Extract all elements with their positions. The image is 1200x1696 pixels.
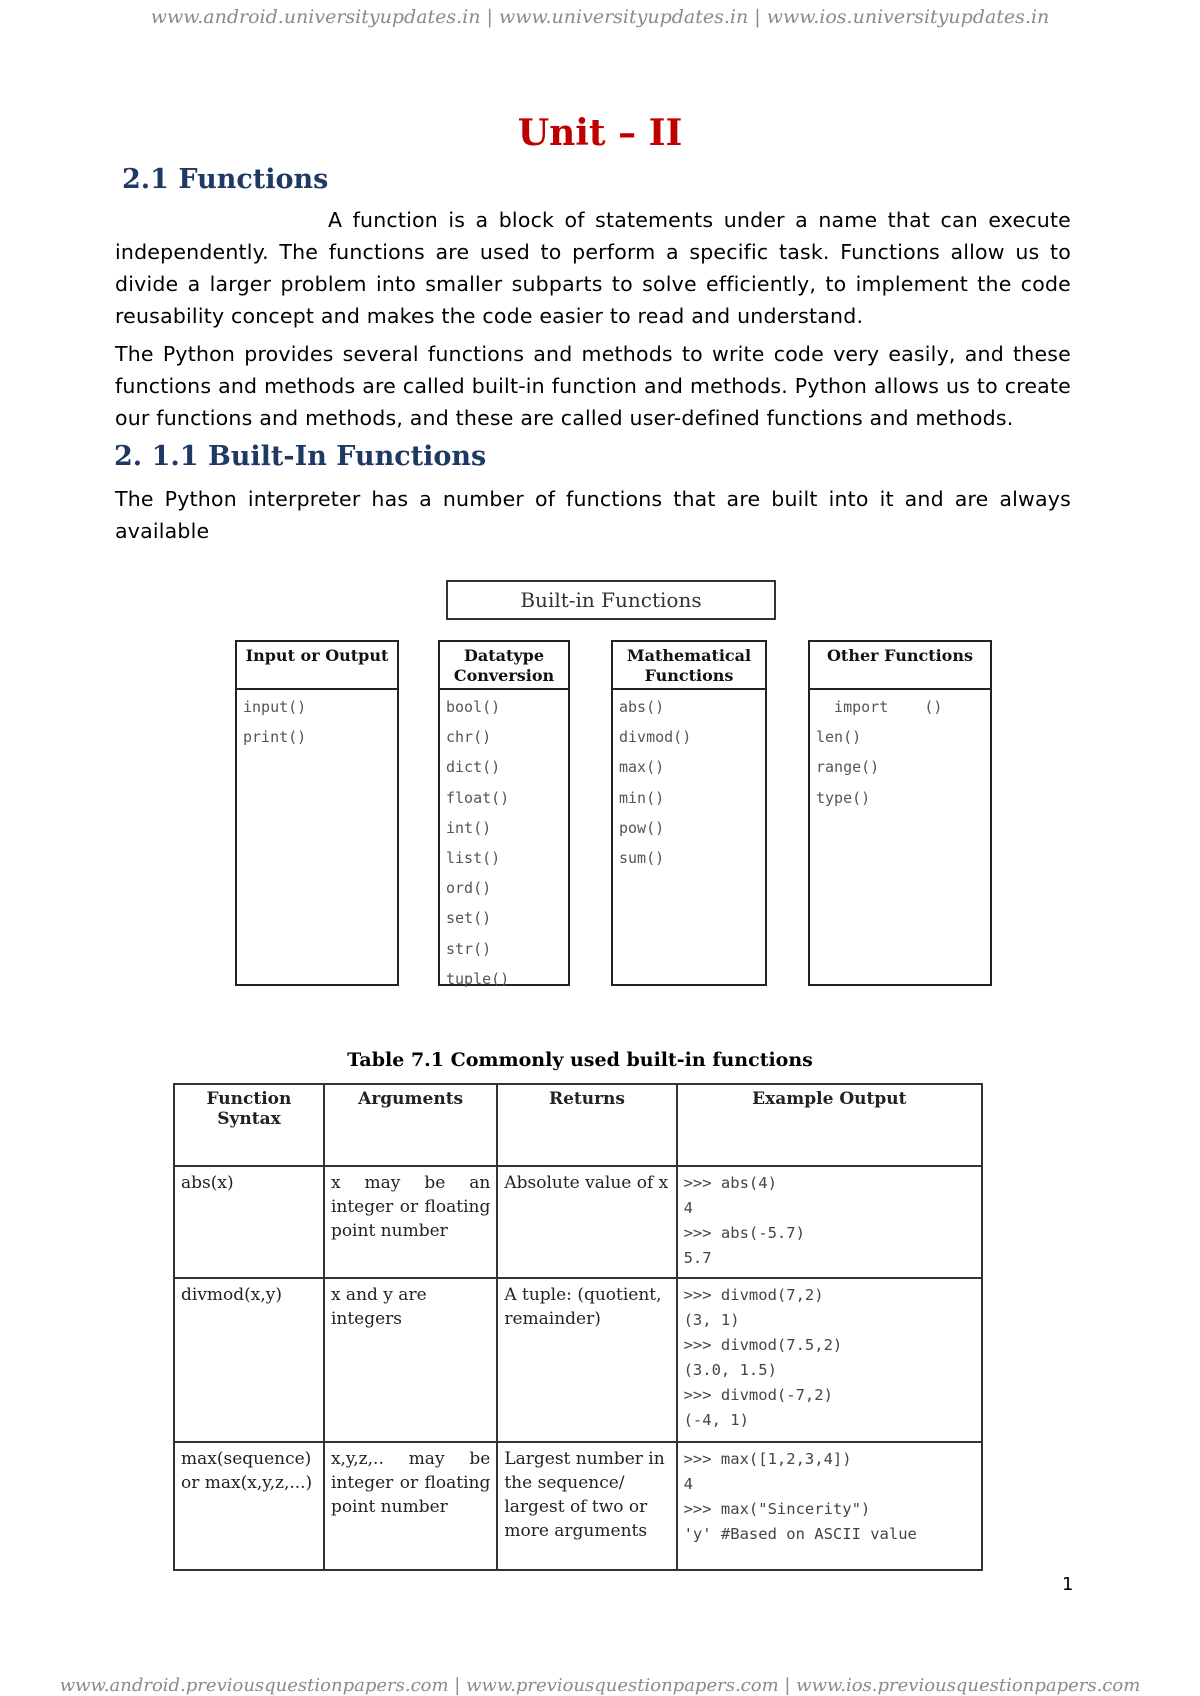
cell-returns: A tuple: (quotient, remainder) xyxy=(497,1278,676,1442)
table-header-row xyxy=(174,1084,982,1166)
column-heading: Datatype Conversion xyxy=(440,642,568,690)
function-item: bool() xyxy=(446,698,501,716)
function-item: int() xyxy=(446,818,492,837)
function-item: ord() xyxy=(446,879,492,898)
cell-syntax: abs(x) xyxy=(174,1166,324,1278)
function-item: sum() xyxy=(619,848,665,867)
header-watermark-links: www.android.universityupdates.in | www.universityupdates.in | www.ios.universityupdates.in xyxy=(150,6,1050,28)
function-item: pow() xyxy=(619,818,665,837)
page-number: 1 xyxy=(1062,1574,1074,1595)
paragraph-builtin-vs-user-defined: The Python provides several functions and methods to write code very easily, and these functions and methods are called built-in function and methods. Python allows us to create our functions and methods, and these are called user-defined functions and methods. xyxy=(115,342,1071,430)
diagram-title-box: Built-in Functions xyxy=(446,580,776,620)
unit-title: Unit – II xyxy=(517,112,683,154)
function-item: dict() xyxy=(446,758,501,777)
builtin-functions-table xyxy=(173,1083,983,1571)
paragraph-interpreter-builtins: The Python interpreter has a number of functions that are built into it and are always available xyxy=(115,487,1071,543)
paragraph-function-definition: A function is a block of statements under a name that can execute independently. The functions are used to perform a specific task. Functions allow us to divide a larger problem into smaller subparts to solve efficiently, to implement the code reusability concept and makes the code easier to read and understand. xyxy=(115,208,1071,328)
cell-example-output: >>> max([1,2,3,4]) 4 >>> max("Sincerity") 'y' #Based on ASCII value xyxy=(677,1442,982,1570)
function-item: len() xyxy=(816,728,862,747)
function-item: str() xyxy=(446,939,492,958)
header-example-output: Example Output xyxy=(677,1084,982,1166)
function-item: print() xyxy=(243,728,307,747)
cell-arguments: x may be an integer or floating point number xyxy=(324,1166,497,1278)
section-heading-builtin-functions: 2. 1.1 Built-In Functions xyxy=(114,441,487,472)
function-item: input() xyxy=(243,698,307,716)
diagram-column-datatype-conversion xyxy=(438,640,570,986)
function-item: abs() xyxy=(619,698,665,716)
table-row xyxy=(174,1442,982,1570)
function-item: divmod() xyxy=(619,728,692,747)
header-arguments: Arguments xyxy=(324,1084,497,1166)
section-heading-functions: 2.1 Functions xyxy=(122,164,329,195)
function-item: float() xyxy=(446,788,510,807)
function-item: type() xyxy=(816,788,871,807)
column-heading: Mathematical Functions xyxy=(613,642,765,690)
function-item: min() xyxy=(619,788,665,807)
cell-returns: Absolute value of x xyxy=(497,1166,676,1278)
cell-example-output: >>> abs(4) 4 >>> abs(-5.7) 5.7 xyxy=(677,1166,982,1278)
footer-watermark-links: www.android.previousquestionpapers.com | www.previousquestionpapers.com | www.ios.previousquestionpapers.com xyxy=(59,1675,1141,1696)
table-caption: Table 7.1 Commonly used built-in functions xyxy=(347,1049,813,1071)
diagram-column-input-output xyxy=(235,640,399,986)
cell-syntax: max(sequence) or max(x,y,z,...) xyxy=(174,1442,324,1570)
function-item: import () xyxy=(816,698,943,716)
cell-arguments: x and y are integers xyxy=(324,1278,497,1442)
table-row xyxy=(174,1166,982,1278)
function-item: list() xyxy=(446,848,501,867)
header-returns: Returns xyxy=(497,1084,676,1166)
cell-returns: Largest number in the sequence/ largest of two or more arguments xyxy=(497,1442,676,1570)
table-row xyxy=(174,1278,982,1442)
header-function-syntax: Function Syntax xyxy=(174,1084,324,1166)
column-heading: Input or Output xyxy=(237,642,397,690)
cell-syntax: divmod(x,y) xyxy=(174,1278,324,1442)
function-item: set() xyxy=(446,909,492,928)
function-item: tuple() xyxy=(446,969,510,988)
diagram-column-other-functions xyxy=(808,640,992,986)
cell-example-output: >>> divmod(7,2) (3, 1) >>> divmod(7.5,2) (3.0, 1.5) >>> divmod(-7,2) (-4, 1) xyxy=(677,1278,982,1442)
diagram-column-mathematical-functions xyxy=(611,640,767,986)
function-item: chr() xyxy=(446,728,492,747)
function-item: range() xyxy=(816,758,880,777)
function-item: max() xyxy=(619,758,665,777)
column-heading: Other Functions xyxy=(810,642,990,690)
cell-arguments: x,y,z,.. may be integer or floating point number xyxy=(324,1442,497,1570)
